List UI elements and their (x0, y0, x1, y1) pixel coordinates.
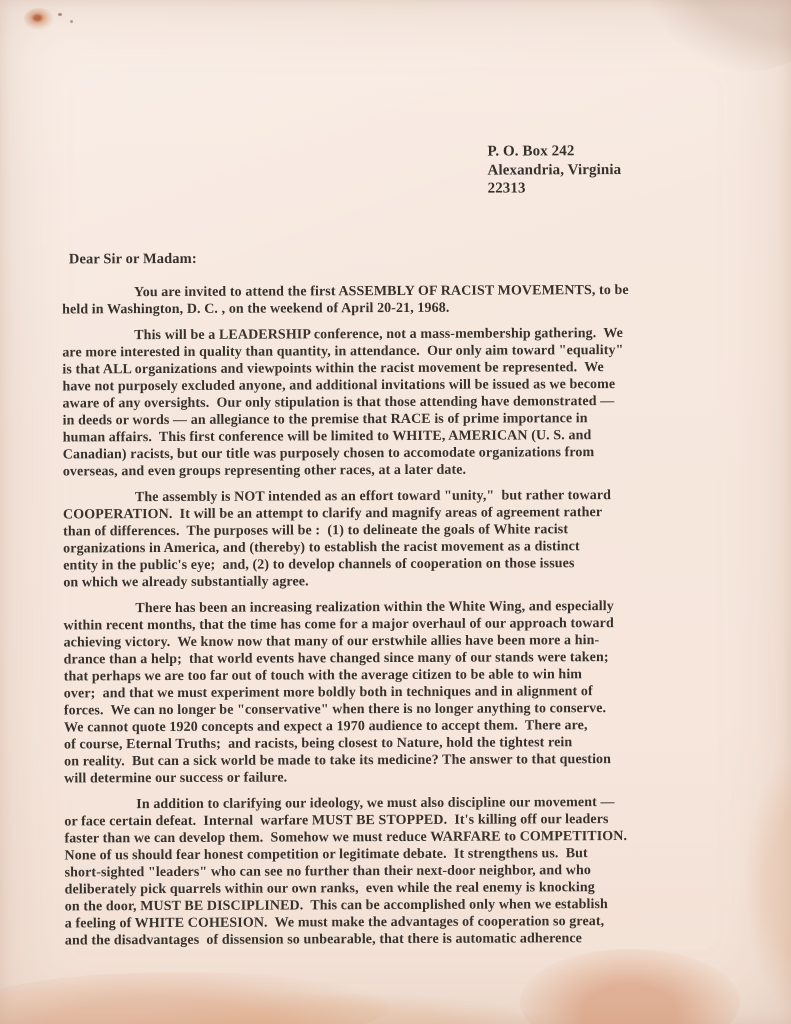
paragraph-5-discipline: In addition to clarifying our ideology, we must also discipline our movement — or face certain defeat. Internal warfare MUST BE STOPPED. It's killing off our leaders faster than we can develop them. Somehow we must reduce WARFARE to COMPETITION. None of us should fear honest competition or legitimate debate. It strengthens us. But short-sighted "leaders" who can see no further than their next-door neighbor, and who deliberately pick quarrels within our own ranks, even while the real enemy is knocking on the door, MUST BE DISCIPLINED. This can be accomplished only when we establish a feeling of WHITE COHESION. We must make the advantages of cooperation so great, and the disadvantages of dissension so unbearable, that there is automatic adherence (64, 795, 628, 949)
sender-address-block: P. O. Box 242 Alexandria, Virginia 22313 (487, 143, 622, 197)
salutation: Dear Sir or Madam: (68, 250, 197, 268)
paragraph-1-invitation: You are invited to attend the first ASSEMBLY OF RACIST MOVEMENTS, to be held in Washington, D. C. , on the weekend of April 20-21, 1968. (62, 282, 629, 318)
paragraph-3-purposes: The assembly is NOT intended as an effort toward "unity," but rather toward COOPERATION. It will be an attempt to clarify and magnify areas of agreement rather than of differences. The purposes will be : (1) to delineate the goals of White racist organizations in America, and (thereby) to establish the racist movement as a distinct entity in the public's eye; and, (2) to develop channels of cooperation on those issues on which we already substantially agree. (62, 488, 612, 591)
paragraph-4-realization: There has been an increasing realization within the White Wing, and especially within recent months, that the time has come for a major overhaul of our approach toward achieving victory. We know now that many of our erstwhile allies have been more a hin- drance than a help; that world events have changed since many of our stands were taken; that perhaps we are too far out of touch with the average citizen to be able to win him over; and that we must experiment more boldly both in techniques and in alignment of forces. We can no longer be "conservative" when there is no longer anything to conserve. We cannot quote 1920 concepts and expect a 1970 audience to accept them. There are, of course, Eternal Truths; and racists, being closest to Nature, hold the tightest rein on reality. But can a sick world be made to take its medicine? The answer to that question will determine our success or failure. (63, 599, 614, 787)
letter-body (62, 281, 757, 958)
paragraph-2-conference: This will be a LEADERSHIP conference, not a mass-membership gathering. We are more interested in quality than quantity, in attendance. Our only aim toward "equality" is that ALL organizations and viewpoints within the racist movement be represented. We have not purposely excluded anyone, and additional invitations will be issued as we become aware of any oversights. Our only stipulation is that those attending have demonstrated — in deeds or words — an allegiance to the premise that RACE is of prime importance in human affairs. This first conference will be limited to WHITE, AMERICAN (U. S. and Canadian) racists, but our title was purposely chosen to accomodate organizations from overseas, and even groups representing other races, at a later date. (62, 326, 624, 480)
